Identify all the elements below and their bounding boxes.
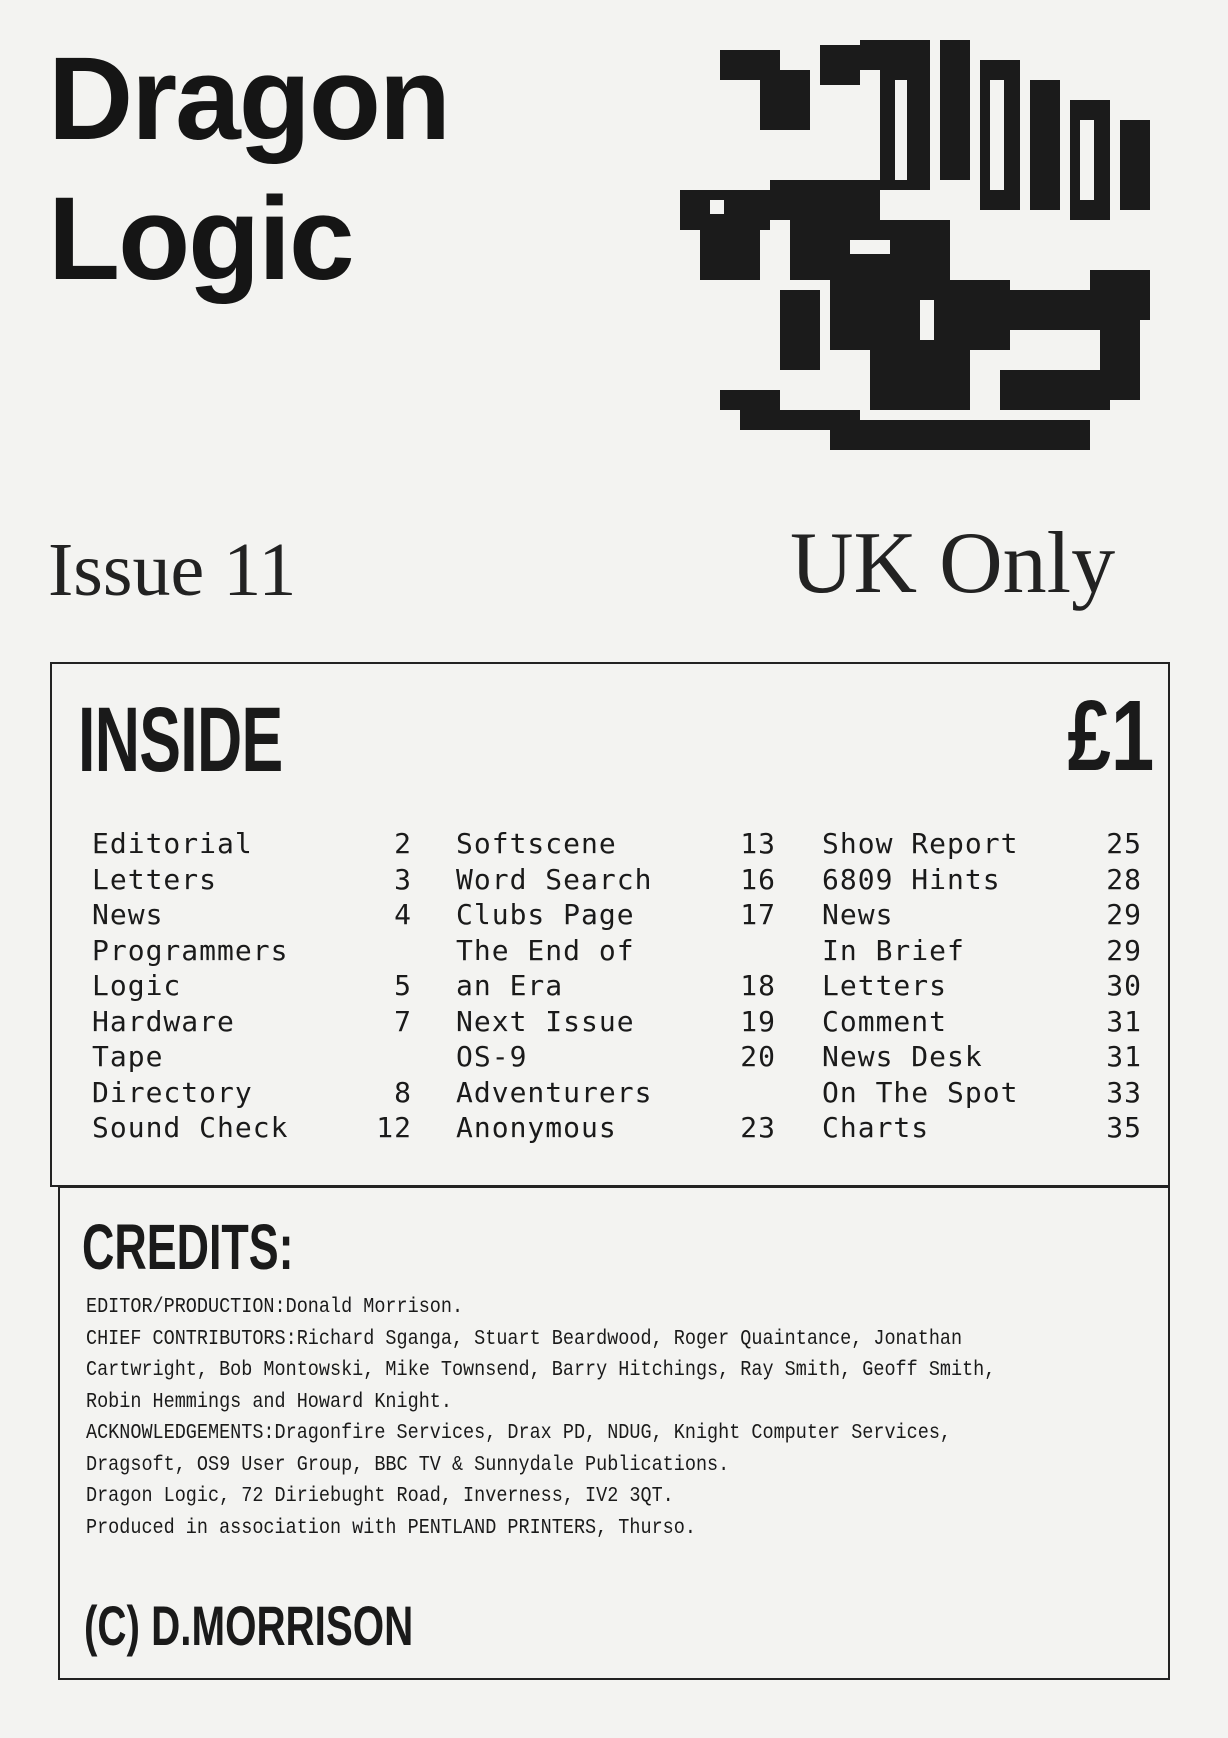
contents-item-title: Anonymous bbox=[456, 1111, 617, 1144]
contents-item-title: Clubs Page bbox=[456, 898, 635, 931]
contents-item bbox=[92, 933, 412, 969]
contents-item-title: Hardware bbox=[92, 1004, 235, 1038]
contents-item-page: 13 bbox=[740, 827, 776, 860]
contents-item bbox=[822, 1075, 1142, 1111]
contents-item-page: 5 bbox=[394, 969, 412, 1002]
contents-item-page: 4 bbox=[394, 898, 412, 931]
title-line-2: Logic bbox=[48, 173, 353, 305]
contents-item-page: 3 bbox=[394, 862, 412, 896]
contents-item bbox=[92, 826, 412, 862]
contents-column-2 bbox=[456, 826, 776, 1146]
contents-item bbox=[822, 897, 1142, 933]
copyright-notice: (C) D.MORRISON bbox=[84, 1594, 414, 1657]
contents-item-page: 31 bbox=[1106, 1040, 1142, 1073]
region-label: UK Only bbox=[790, 515, 1116, 612]
contents-item bbox=[92, 968, 412, 1004]
contents-item bbox=[92, 1075, 412, 1111]
contents-item-title: The End of bbox=[456, 933, 635, 967]
contents-item-page: 16 bbox=[740, 862, 776, 896]
contents-item bbox=[822, 826, 1142, 862]
contents-item-title: Editorial bbox=[92, 827, 253, 860]
contents-item-title: In Brief bbox=[822, 933, 965, 967]
contents-item-page: 28 bbox=[1106, 862, 1142, 896]
contents-item-page: 8 bbox=[394, 1075, 412, 1109]
contents-item bbox=[822, 1004, 1142, 1040]
credits-line: ACKNOWLEDGEMENTS:Dragonfire Services, Drax PD, NDUG, Knight Computer Services, bbox=[86, 1422, 952, 1445]
contents-item bbox=[456, 1110, 776, 1146]
credits-text bbox=[86, 1292, 1156, 1544]
contents-item-title: Tape bbox=[92, 1040, 164, 1073]
contents-item-page: 23 bbox=[740, 1111, 776, 1144]
magazine-title bbox=[48, 33, 449, 305]
contents-item-page: 2 bbox=[394, 827, 412, 860]
contents-item-title: 6809 Hints bbox=[822, 862, 1001, 896]
contents-item-title: News bbox=[822, 898, 894, 931]
contents-item-title: Adventurers bbox=[456, 1075, 653, 1109]
contents-item-title: News bbox=[92, 898, 164, 931]
contents-item-title: Softscene bbox=[456, 827, 617, 860]
contents-item-title: Next Issue bbox=[456, 1004, 635, 1038]
contents-heading: INSIDE bbox=[78, 689, 283, 791]
contents-item-page: 33 bbox=[1106, 1075, 1142, 1109]
contents-item bbox=[822, 968, 1142, 1004]
contents-item-page: 31 bbox=[1106, 1004, 1142, 1038]
contents-box bbox=[50, 662, 1170, 1187]
contents-item-title: Comment bbox=[822, 1004, 948, 1038]
contents-item bbox=[822, 933, 1142, 969]
contents-item bbox=[822, 862, 1142, 898]
contents-item-page: 30 bbox=[1106, 969, 1142, 1002]
contents-item-page: 7 bbox=[394, 1004, 412, 1038]
contents-item-page: 25 bbox=[1106, 827, 1142, 860]
contents-item bbox=[456, 1075, 776, 1111]
credits-line: Dragsoft, OS9 User Group, BBC TV & Sunnydale Publications. bbox=[86, 1453, 730, 1477]
contents-item-page: 18 bbox=[740, 969, 776, 1002]
contents-item bbox=[456, 897, 776, 933]
contents-item bbox=[456, 862, 776, 898]
credits-line: Dragon Logic, 72 Diriebught Road, Inverness, IV2 3QT. bbox=[86, 1485, 674, 1508]
contents-item-page: 29 bbox=[1106, 933, 1142, 967]
contents-item-title: Logic bbox=[92, 969, 182, 1002]
contents-item-title: Letters bbox=[92, 862, 218, 896]
credits-box bbox=[58, 1186, 1170, 1680]
credits-line: EDITOR/PRODUCTION:Donald Morrison. bbox=[86, 1296, 464, 1319]
contents-item-title: OS-9 bbox=[456, 1040, 528, 1073]
contents-item bbox=[456, 968, 776, 1004]
contents-item bbox=[456, 933, 776, 969]
contents-item bbox=[92, 1004, 412, 1040]
contents-column-3 bbox=[822, 826, 1142, 1146]
contents-item bbox=[92, 1039, 412, 1075]
contents-item bbox=[822, 1039, 1142, 1075]
contents-item-page: 12 bbox=[376, 1111, 412, 1144]
title-line-1: Dragon bbox=[48, 33, 449, 165]
credits-line: Cartwright, Bob Montowski, Mike Townsend, Barry Hitchings, Ray Smith, Geoff Smith, bbox=[86, 1359, 996, 1382]
credits-line: Robin Hemmings and Howard Knight. bbox=[86, 1390, 452, 1414]
credits-heading: CREDITS: bbox=[82, 1211, 294, 1283]
contents-item-title: Programmers bbox=[92, 933, 289, 967]
contents-item-title: Charts bbox=[822, 1111, 930, 1144]
credits-line: CHIEF CONTRIBUTORS:Richard Sganga, Stuart Beardwood, Roger Quaintance, Jonathan bbox=[86, 1327, 963, 1351]
contents-item-title: On The Spot bbox=[822, 1075, 1019, 1109]
contents-item-title: Letters bbox=[822, 969, 948, 1002]
contents-item-title: Sound Check bbox=[92, 1111, 289, 1144]
contents-item bbox=[92, 862, 412, 898]
credits-line: Produced in association with PENTLAND PRINTERS, Thurso. bbox=[86, 1516, 696, 1540]
issue-number: Issue 11 bbox=[48, 528, 297, 612]
dragon-logo-icon bbox=[680, 40, 1180, 480]
contents-item-title: News Desk bbox=[822, 1040, 983, 1073]
contents-item-page: 19 bbox=[740, 1004, 776, 1038]
contents-item-title: Word Search bbox=[456, 862, 653, 896]
contents-item-title: an Era bbox=[456, 969, 564, 1002]
contents-item-title: Show Report bbox=[822, 827, 1019, 860]
contents-item-title: Directory bbox=[92, 1075, 253, 1109]
contents-item-page: 29 bbox=[1106, 898, 1142, 931]
contents-item bbox=[456, 1004, 776, 1040]
contents-item bbox=[822, 1110, 1142, 1146]
contents-item-page: 17 bbox=[740, 898, 776, 931]
contents-column-1 bbox=[92, 826, 412, 1146]
contents-item bbox=[92, 897, 412, 933]
contents-item bbox=[92, 1110, 412, 1146]
contents-item bbox=[456, 1039, 776, 1075]
contents-item-page: 35 bbox=[1106, 1111, 1142, 1144]
contents-item bbox=[456, 826, 776, 862]
price-label: £1 bbox=[1067, 680, 1154, 792]
contents-item-page: 20 bbox=[740, 1040, 776, 1073]
